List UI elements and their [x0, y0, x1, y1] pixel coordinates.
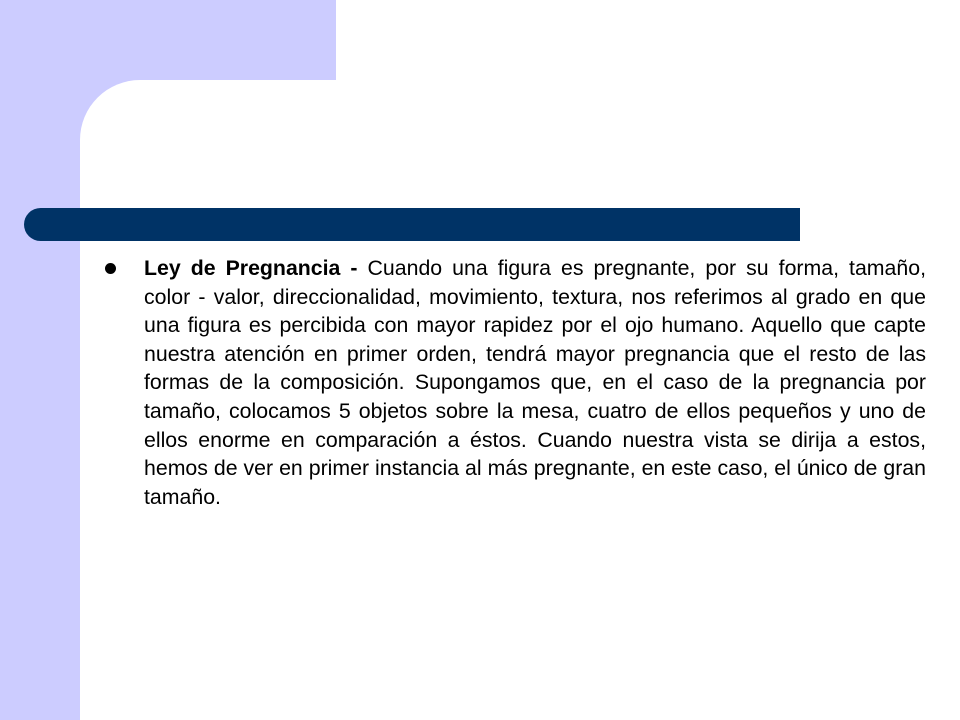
slide-content: [104, 254, 926, 511]
bullet-body-text: Cuando una figura es pregnante, por su forma, tamaño, color - valor, direccionalidad, movimiento, textura, nos referimos al grado en que una figura es percibida con mayor rapidez por el ojo humano. Aquello que capte nuestra atención en primer orden, tendrá mayor pregnancia que el resto de las formas de la composición. Supongamos que, en el caso de la pregnancia por tamaño, colocamos 5 objetos sobre la mesa, cuatro de ellos pequeños y uno de ellos enorme en comparación a éstos. Cuando nuestra vista se dirija a estos, hemos de ver en primer instancia al más pregnante, en este caso, el único de gran tamaño.: [144, 256, 926, 509]
title-bar: [24, 208, 800, 241]
bullet-item: [104, 254, 926, 511]
bullet-lead-text: Ley de Pregnancia -: [144, 256, 358, 280]
top-accent-block: [0, 0, 336, 80]
left-accent-band: [0, 0, 80, 720]
bullet-dot-icon: [105, 263, 116, 274]
